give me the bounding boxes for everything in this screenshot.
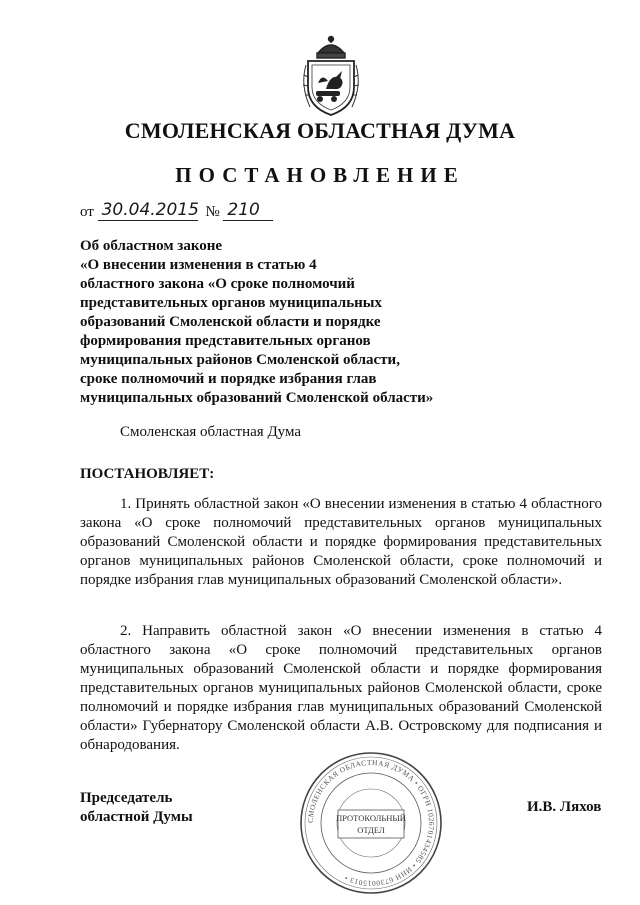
subject-line: образований Смоленской области и порядке bbox=[80, 314, 381, 330]
official-seal-icon bbox=[296, 748, 446, 898]
subject-line: Об областном законе bbox=[80, 238, 223, 254]
subject-line: «О внесении изменения в статью 4 bbox=[80, 257, 317, 273]
decree-item-1: 1. Принять областной закон «О внесении изменения в статью 4 областного закона «О сроке полномочий представительных органов муниципальных образований Смоленской области и порядке формирования представительных органов муниципальных районов Смоленской области, сроке полномочий и порядке избрания глав муниципальных образований Смоленской области». bbox=[80, 496, 602, 588]
seal-center-line: ОТДЕЛ bbox=[357, 825, 385, 835]
date-number-line bbox=[80, 200, 273, 224]
number-label: № bbox=[205, 204, 220, 220]
seal-center-line: ПРОТОКОЛЬНЫЙ bbox=[336, 813, 406, 823]
signatory-title-line: областной Думы bbox=[80, 809, 193, 825]
organization-title: СМОЛЕНСКАЯ ОБЛАСТНАЯ ДУМА bbox=[124, 118, 516, 143]
date-label: от bbox=[80, 204, 94, 220]
issuer-paragraph bbox=[80, 423, 602, 442]
issuer-text: Смоленская областная Дума bbox=[120, 424, 302, 440]
subject-line: формирования представительных органов bbox=[80, 333, 371, 349]
handwritten-number: 210 bbox=[223, 200, 273, 221]
subject-line: областного закона «О сроке полномочий bbox=[80, 276, 355, 292]
subject-line: муниципальных районов Смоленской области, bbox=[80, 352, 400, 368]
coat-of-arms-icon bbox=[296, 35, 366, 117]
subject-line: сроке полномочий и порядке избрания глав bbox=[80, 371, 377, 387]
signatory-name: И.В. Ляхов bbox=[527, 799, 602, 815]
document-type-title: ПОСТАНОВЛЕНИЕ bbox=[175, 163, 465, 187]
signatory-title-line: Председатель bbox=[80, 790, 173, 806]
subject-line: представительных органов муниципальных bbox=[80, 295, 382, 311]
decree-heading: ПОСТАНОВЛЯЕТ: bbox=[80, 466, 215, 482]
decree-item-2: 2. Направить областной закон «О внесении изменения в статью 4 областного закона «О сроке полномочий представительных органов муниципальных образований Смоленской области и порядке формирования представительных органов муниципальных районов Смоленской области, сроке полномочий и порядке избрания глав муниципальных образований Смоленской области» Губернатору Смоленской области А.В. Островскому для подписания и обнародования. bbox=[80, 623, 602, 753]
document-subject bbox=[80, 237, 500, 408]
seal-ring-text: СМОЛЕНСКАЯ ОБЛАСТНАЯ ДУМА • ОГРН 1026701434585 • ИНН 6730015013 • bbox=[305, 757, 437, 889]
handwritten-date: 30.04.2015 bbox=[98, 200, 198, 221]
signatory-title bbox=[80, 789, 193, 827]
subject-line: муниципальных образований Смоленской области» bbox=[80, 390, 434, 406]
